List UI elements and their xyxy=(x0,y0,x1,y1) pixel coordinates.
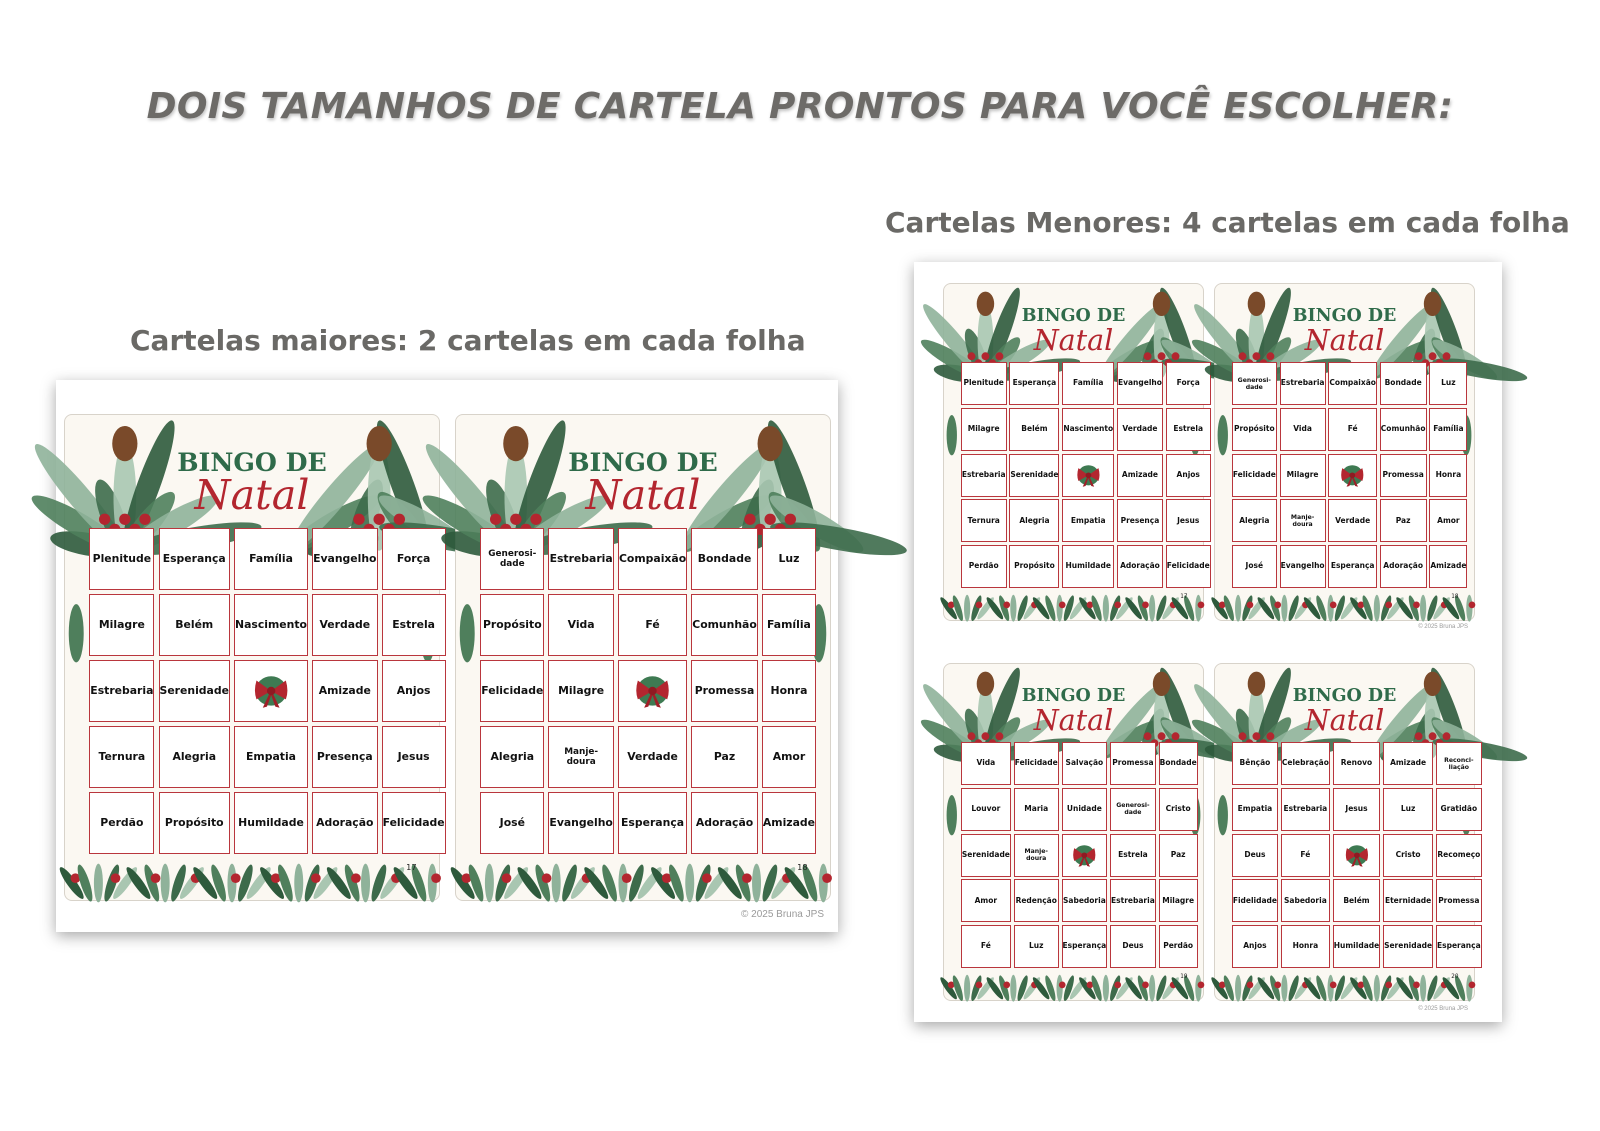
bingo-cell: Família xyxy=(1062,362,1114,405)
bingo-cell: Verdade xyxy=(1328,499,1377,542)
bingo-cell: Ternura xyxy=(961,499,1007,542)
bingo-cell: Fidelidade xyxy=(1232,879,1278,922)
bingo-cell: Propósito xyxy=(1009,545,1059,588)
bingo-cell: Paz xyxy=(691,726,758,788)
bingo-card xyxy=(1214,663,1481,1001)
bingo-grid xyxy=(961,742,1197,968)
bingo-cell: Propósito xyxy=(480,594,544,656)
bingo-cell: Esperança xyxy=(618,792,687,854)
bingo-cell: Humildade xyxy=(234,792,308,854)
bow-icon xyxy=(1336,461,1369,490)
bow-icon xyxy=(629,670,676,712)
bingo-cell: Estrela xyxy=(1166,408,1211,451)
bingo-cell: Felicidade xyxy=(1014,742,1059,785)
free-space-cell xyxy=(234,660,308,722)
bingo-card xyxy=(455,414,831,901)
bingo-cell: Reconci- liação xyxy=(1436,742,1482,785)
bingo-cell: Verdade xyxy=(312,594,377,656)
bingo-cell: Belém xyxy=(1009,408,1059,451)
bingo-cell: Promessa xyxy=(1110,742,1156,785)
card-title-bingo: BINGO DE xyxy=(1292,305,1397,326)
bingo-card xyxy=(943,283,1210,621)
bingo-grid xyxy=(89,528,445,854)
free-space-cell xyxy=(1333,834,1380,877)
bingo-cell: Fé xyxy=(1328,408,1377,451)
bow-icon xyxy=(1071,461,1106,490)
bingo-cell: Generosi- dade xyxy=(1232,362,1277,405)
page-number: 18 xyxy=(1451,593,1459,600)
bingo-cell: Amor xyxy=(961,879,1011,922)
bingo-cell: Alegria xyxy=(1232,499,1277,542)
bingo-cell: Redenção xyxy=(1014,879,1059,922)
bingo-cell: Nascimento xyxy=(234,594,308,656)
bingo-cell: Jesus xyxy=(382,726,446,788)
bingo-cell: Estrela xyxy=(1110,834,1156,877)
bingo-cell: Luz xyxy=(1014,925,1059,968)
bingo-cell: Manje- doura xyxy=(548,726,613,788)
bingo-cell: Esperança xyxy=(1436,925,1482,968)
bingo-cell: Anjos xyxy=(382,660,446,722)
card-title-bingo: BINGO DE xyxy=(177,446,327,477)
copyright-text: © 2025 Bruna JPS xyxy=(741,909,824,920)
bingo-cell: Fé xyxy=(1281,834,1330,877)
card-title-bingo: BINGO DE xyxy=(1021,305,1126,326)
bingo-grid xyxy=(480,528,815,854)
bingo-cell: Salvação xyxy=(1062,742,1108,785)
bingo-cell: Promessa xyxy=(691,660,758,722)
bingo-cell: Estrebaria xyxy=(1280,362,1326,405)
bingo-card xyxy=(1214,283,1475,621)
bingo-cell: Manje- doura xyxy=(1014,834,1059,877)
bingo-cell: Presença xyxy=(1117,499,1163,542)
bingo-cell: Gratidão xyxy=(1436,788,1482,831)
bingo-cell: Esperança xyxy=(159,528,230,590)
bingo-cell: Honra xyxy=(762,660,816,722)
card-title-natal: Natal xyxy=(585,470,701,519)
card-title-natal: Natal xyxy=(1304,702,1385,737)
bingo-cell: Força xyxy=(382,528,446,590)
bingo-cell: Luz xyxy=(762,528,816,590)
bingo-cell: Belém xyxy=(1333,879,1380,922)
bingo-cell: Propósito xyxy=(159,792,230,854)
bingo-cell: Alegria xyxy=(1009,499,1059,542)
bingo-cell: Milagre xyxy=(89,594,154,656)
bingo-cell: Sabedoria xyxy=(1062,879,1108,922)
bingo-cell: Promessa xyxy=(1380,454,1427,497)
free-space-cell xyxy=(1062,454,1114,497)
bingo-cell: Nascimento xyxy=(1062,408,1114,451)
bingo-cell: Estrebaria xyxy=(1110,879,1156,922)
bingo-cell: Serenidade xyxy=(961,834,1011,877)
bingo-cell: Bênção xyxy=(1232,742,1278,785)
bingo-cell: Paz xyxy=(1159,834,1198,877)
bingo-cell: Generosi- dade xyxy=(1110,788,1156,831)
bingo-cell: Amizade xyxy=(1429,545,1467,588)
bingo-cell: Alegria xyxy=(480,726,544,788)
bingo-grid xyxy=(1232,742,1481,968)
bingo-cell: Amizade xyxy=(312,660,377,722)
card-title-natal: Natal xyxy=(1033,702,1114,737)
bingo-cell: Verdade xyxy=(1117,408,1163,451)
bingo-cell: Bondade xyxy=(691,528,758,590)
bingo-cell: Plenitude xyxy=(89,528,154,590)
bingo-cell: Esperança xyxy=(1328,545,1377,588)
bingo-cell: Esperança xyxy=(1062,925,1108,968)
bingo-cell: Amor xyxy=(1429,499,1467,542)
bingo-cell: Estrebaria xyxy=(89,660,154,722)
bingo-cell: Cristo xyxy=(1159,788,1198,831)
bingo-cell: Vida xyxy=(961,742,1011,785)
bingo-cell: Perdão xyxy=(961,545,1007,588)
bingo-cell: Amor xyxy=(762,726,816,788)
bingo-cell: Jesus xyxy=(1333,788,1380,831)
bingo-cell: Força xyxy=(1166,362,1211,405)
bingo-cell: Felicidade xyxy=(480,660,544,722)
large-cards-caption: Cartelas maiores: 2 cartelas em cada folha xyxy=(130,324,806,357)
bingo-cell: Adoração xyxy=(691,792,758,854)
bingo-cell: Vida xyxy=(548,594,613,656)
bingo-cell: Amizade xyxy=(1117,454,1163,497)
bingo-cell: Fé xyxy=(618,594,687,656)
bingo-cell: Adoração xyxy=(1380,545,1427,588)
bingo-cell: Milagre xyxy=(961,408,1007,451)
card-title-bingo: BINGO DE xyxy=(568,446,718,477)
bingo-cell: Maria xyxy=(1014,788,1059,831)
bingo-cell: Evangelho xyxy=(1117,362,1163,405)
bingo-cell: Honra xyxy=(1429,454,1467,497)
bingo-cell: Felicidade xyxy=(1166,545,1211,588)
bingo-cell: Eternidade xyxy=(1383,879,1433,922)
bingo-cell: Serenidade xyxy=(1383,925,1433,968)
bingo-cell: Evangelho xyxy=(312,528,377,590)
bingo-cell: Honra xyxy=(1281,925,1330,968)
bingo-cell: Ternura xyxy=(89,726,154,788)
bingo-cell: Bondade xyxy=(1380,362,1427,405)
bingo-cell: Presença xyxy=(312,726,377,788)
bingo-cell: José xyxy=(480,792,544,854)
card-title-bingo: BINGO DE xyxy=(1021,685,1126,706)
bingo-cell: Belém xyxy=(159,594,230,656)
copyright-text: © 2025 Bruna JPS xyxy=(1418,624,1468,630)
card-title-natal: Natal xyxy=(1033,322,1114,357)
bingo-cell: Luz xyxy=(1383,788,1433,831)
bingo-cell: Comunhão xyxy=(1380,408,1427,451)
page-number: 17 xyxy=(1180,593,1188,600)
bingo-cell: Recomeço xyxy=(1436,834,1482,877)
bingo-cell: Luz xyxy=(1429,362,1467,405)
bingo-cell: Vida xyxy=(1280,408,1326,451)
bingo-cell: Adoração xyxy=(312,792,377,854)
page-number: 20 xyxy=(1451,973,1459,980)
bingo-cell: Família xyxy=(762,594,816,656)
bingo-cell: Estrebaria xyxy=(548,528,613,590)
free-space-cell xyxy=(618,660,687,722)
bingo-cell: Deus xyxy=(1110,925,1156,968)
bingo-cell: Evangelho xyxy=(548,792,613,854)
bingo-cell: Milagre xyxy=(548,660,613,722)
bingo-cell: José xyxy=(1232,545,1277,588)
page-number: 19 xyxy=(1180,973,1188,980)
bingo-cell: Celebração xyxy=(1281,742,1330,785)
bingo-cell: Família xyxy=(1429,408,1467,451)
small-cards-sheet xyxy=(914,262,1502,1022)
bingo-cell: Empatia xyxy=(1232,788,1278,831)
bingo-cell: Amizade xyxy=(1383,742,1433,785)
bingo-cell: Família xyxy=(234,528,308,590)
small-cards-caption: Cartelas Menores: 4 cartelas em cada folha xyxy=(885,206,1570,239)
bingo-cell: Deus xyxy=(1232,834,1278,877)
bingo-card xyxy=(64,414,445,901)
bingo-cell: Unidade xyxy=(1062,788,1108,831)
bingo-cell: Humildade xyxy=(1062,545,1114,588)
bingo-cell: Renovo xyxy=(1333,742,1380,785)
bingo-cell: Anjos xyxy=(1166,454,1211,497)
bow-icon xyxy=(1341,841,1373,870)
bingo-cell: Empatia xyxy=(234,726,308,788)
page-title: DOIS TAMANHOS DE CARTELA PRONTOS PARA VOCÊ ESCOLHER: xyxy=(146,86,1454,127)
bingo-cell: Felicidade xyxy=(382,792,446,854)
bingo-cell: Alegria xyxy=(159,726,230,788)
bingo-cell: Estrela xyxy=(382,594,446,656)
bingo-cell: Jesus xyxy=(1166,499,1211,542)
bingo-card xyxy=(943,663,1204,1001)
bingo-cell: Humildade xyxy=(1333,925,1380,968)
card-title-natal: Natal xyxy=(1304,322,1385,357)
bingo-cell: Esperança xyxy=(1009,362,1059,405)
bingo-cell: Perdão xyxy=(1159,925,1198,968)
bingo-cell: Amizade xyxy=(762,792,816,854)
bingo-cell: Propósito xyxy=(1232,408,1277,451)
bingo-grid xyxy=(961,362,1210,588)
bingo-cell: Milagre xyxy=(1280,454,1326,497)
large-cards-sheet xyxy=(56,380,838,932)
bingo-cell: Serenidade xyxy=(159,660,230,722)
bingo-cell: Compaixão xyxy=(1328,362,1377,405)
bow-icon xyxy=(1069,841,1100,870)
bingo-grid xyxy=(1232,362,1467,588)
free-space-cell xyxy=(1328,454,1377,497)
bingo-cell: Verdade xyxy=(618,726,687,788)
bingo-cell: Felicidade xyxy=(1232,454,1277,497)
bingo-cell: Bondade xyxy=(1159,742,1198,785)
copyright-text: © 2025 Bruna JPS xyxy=(1418,1006,1468,1012)
bingo-cell: Perdão xyxy=(89,792,154,854)
bingo-cell: Anjos xyxy=(1232,925,1278,968)
bingo-cell: Comunhão xyxy=(691,594,758,656)
page-number: 18 xyxy=(797,862,808,873)
bingo-cell: Milagre xyxy=(1159,879,1198,922)
card-title-natal: Natal xyxy=(194,470,310,519)
bingo-cell: Evangelho xyxy=(1280,545,1326,588)
bow-icon xyxy=(246,670,296,712)
bingo-cell: Cristo xyxy=(1383,834,1433,877)
bingo-cell: Fé xyxy=(961,925,1011,968)
bingo-cell: Louvor xyxy=(961,788,1011,831)
bingo-cell: Estrebaria xyxy=(1281,788,1330,831)
bingo-cell: Plenitude xyxy=(961,362,1007,405)
bingo-cell: Sabedoria xyxy=(1281,879,1330,922)
page-number: 17 xyxy=(406,862,417,873)
bingo-cell: Generosi- dade xyxy=(480,528,544,590)
bingo-cell: Promessa xyxy=(1436,879,1482,922)
bingo-cell: Paz xyxy=(1380,499,1427,542)
card-title-bingo: BINGO DE xyxy=(1292,685,1397,706)
free-space-cell xyxy=(1062,834,1108,877)
bingo-cell: Serenidade xyxy=(1009,454,1059,497)
bingo-cell: Empatia xyxy=(1062,499,1114,542)
bingo-cell: Compaixão xyxy=(618,528,687,590)
bingo-cell: Estrebaria xyxy=(961,454,1007,497)
bingo-cell: Manje- doura xyxy=(1280,499,1326,542)
bingo-cell: Adoração xyxy=(1117,545,1163,588)
